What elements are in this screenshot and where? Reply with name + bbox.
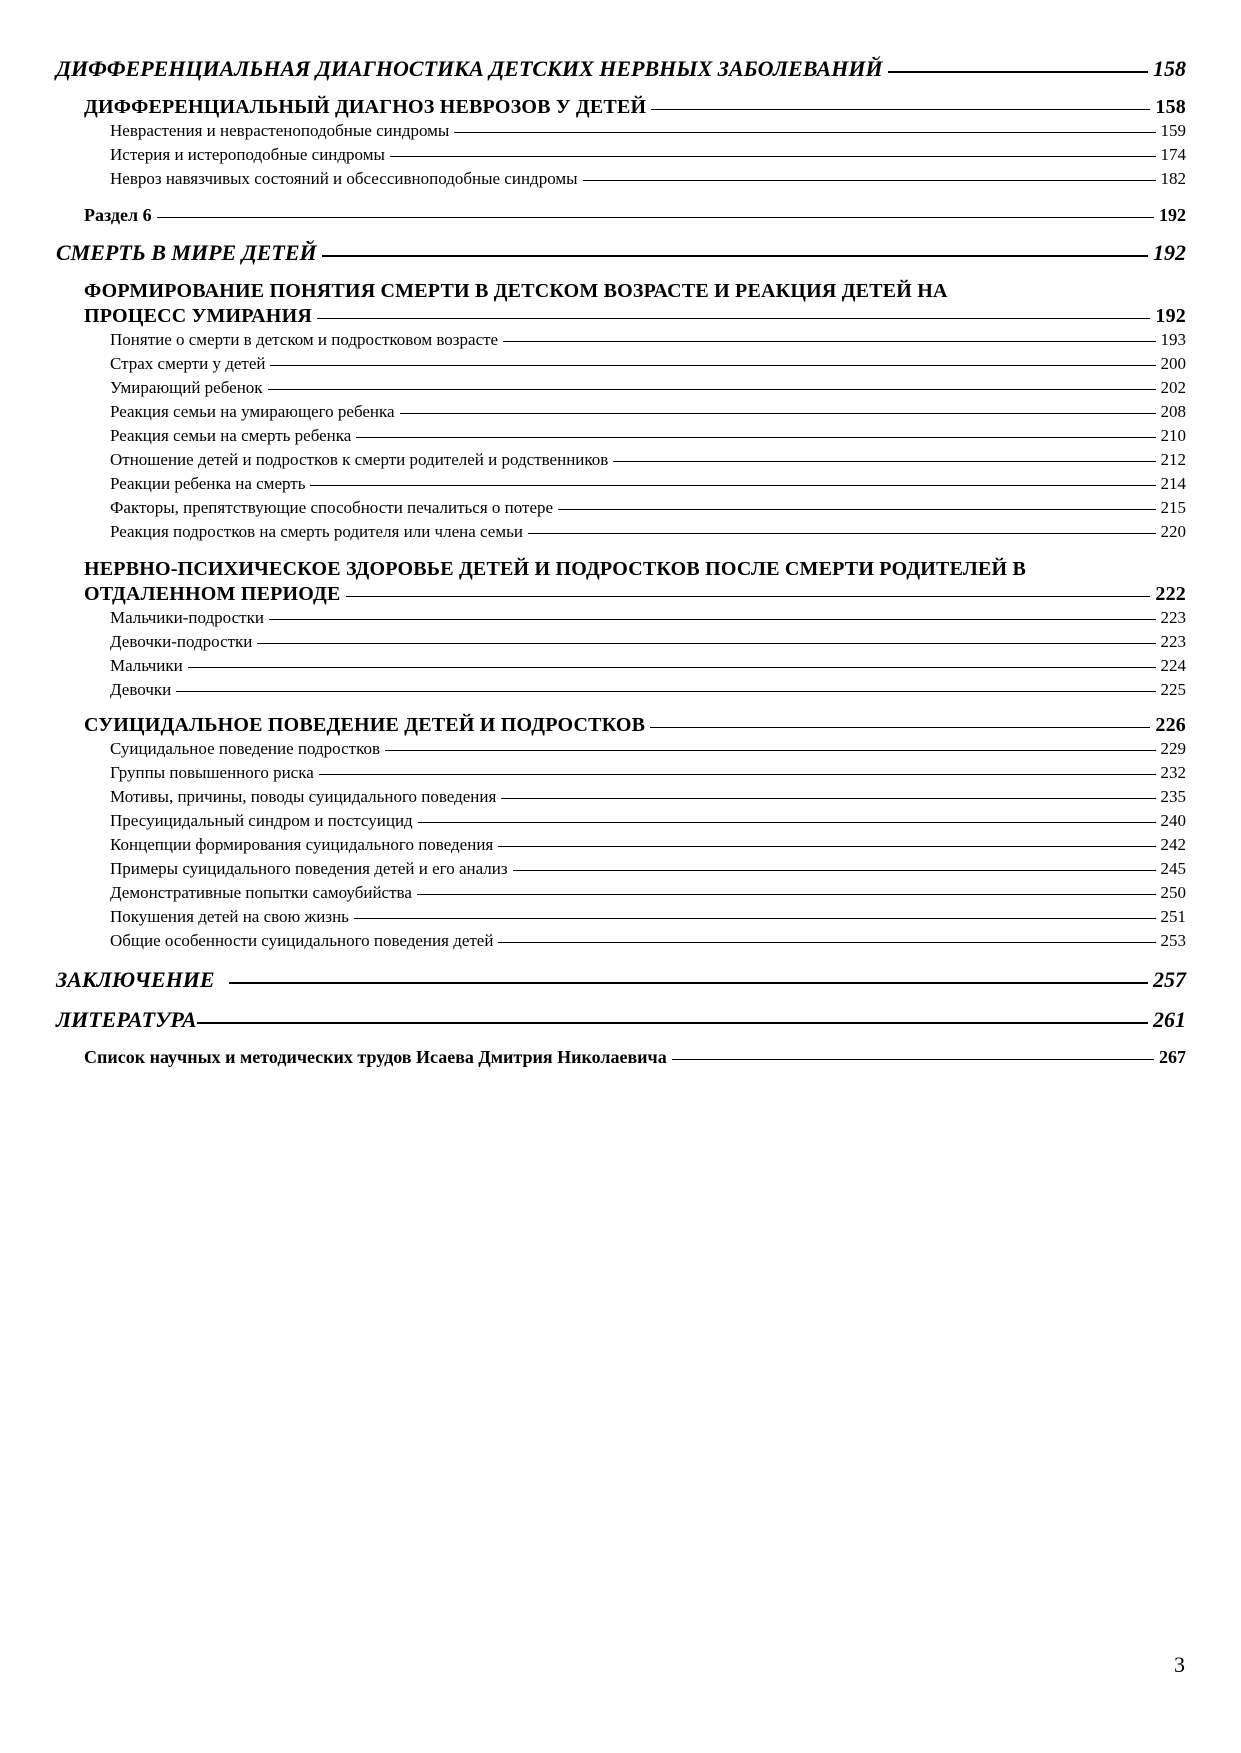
leader-line [498, 942, 1155, 943]
toc-item-page: 229 [1160, 739, 1186, 758]
toc-item[interactable] [56, 857, 1186, 881]
toc-entry-page: 192 [1155, 305, 1186, 327]
toc-item-page: 214 [1160, 474, 1186, 493]
leader-line [319, 774, 1156, 775]
toc-entry-page: 261 [1153, 1007, 1186, 1032]
toc-entry-mental-health[interactable] [56, 556, 1186, 606]
leader-line [417, 894, 1156, 895]
toc-item-title: Страх смерти у детей [110, 354, 266, 373]
leader-line [400, 413, 1156, 414]
toc-item-page: 215 [1160, 498, 1186, 517]
leader-line [270, 365, 1155, 366]
toc-item[interactable] [56, 496, 1186, 520]
toc-entry-page: 158 [1153, 56, 1186, 81]
toc-entry-differential-diagnostics[interactable] [56, 56, 1186, 82]
toc-entry-works-list[interactable] [56, 1047, 1186, 1068]
toc-item-title: Мотивы, причины, поводы суицидального поведения [110, 787, 497, 806]
leader-line [317, 318, 1150, 319]
toc-entry-conclusion[interactable] [56, 967, 1186, 993]
toc-item-page: 212 [1160, 450, 1186, 469]
toc-item-page: 208 [1160, 402, 1186, 421]
toc-entry-page: 226 [1155, 714, 1186, 736]
leader-line [346, 596, 1151, 597]
toc-item-title: Мальчики-подростки [110, 608, 264, 627]
leader-line [583, 180, 1156, 181]
toc-item[interactable] [56, 905, 1186, 929]
toc-item-title: Девочки [110, 680, 172, 699]
toc-item-page: 202 [1160, 378, 1186, 397]
toc-entry-razdel-6[interactable] [56, 205, 1186, 226]
leader-line [613, 461, 1155, 462]
toc-item[interactable] [56, 630, 1186, 654]
toc-entry-page: 222 [1155, 583, 1186, 605]
toc-item-title: Примеры суицидального поведения детей и его анализ [110, 859, 508, 878]
leader-line [229, 982, 1148, 984]
leader-line [310, 485, 1155, 486]
toc-item-page: 253 [1160, 931, 1186, 950]
toc-entry-title: Раздел 6 [84, 205, 152, 225]
page-number: 3 [1174, 1652, 1185, 1677]
leader-line [157, 217, 1154, 218]
toc-item[interactable] [56, 809, 1186, 833]
toc-item[interactable] [56, 833, 1186, 857]
toc-item[interactable] [56, 328, 1186, 352]
leader-line [257, 643, 1155, 644]
toc-item-page: 174 [1160, 145, 1186, 164]
toc-entry-suicidal-behavior[interactable] [56, 714, 1186, 737]
toc-item-page: 250 [1160, 883, 1186, 902]
toc-item[interactable] [56, 761, 1186, 785]
toc-item-page: 245 [1160, 859, 1186, 878]
leader-line [188, 667, 1156, 668]
leader-line [498, 846, 1155, 847]
toc-entry-title: СМЕРТЬ В МИРЕ ДЕТЕЙ [56, 240, 317, 265]
toc-item[interactable] [56, 352, 1186, 376]
toc-item[interactable] [56, 785, 1186, 809]
toc-item-title: Реакция семьи на смерть ребенка [110, 426, 352, 445]
toc-entry-title: ДИФФЕРЕНЦИАЛЬНАЯ ДИАГНОСТИКА ДЕТСКИХ НЕРВНЫХ ЗАБОЛЕВАНИЙ [56, 56, 883, 81]
toc-item[interactable] [56, 678, 1186, 702]
leader-line [354, 918, 1156, 919]
leader-line [888, 71, 1148, 73]
toc-entry-neuroses-diagnosis[interactable] [56, 96, 1186, 119]
toc-item-page: 223 [1160, 632, 1186, 651]
leader-line [176, 691, 1155, 692]
toc-entry-title: ЛИТЕРАТУРА [56, 1007, 197, 1032]
toc-item-title: Реакция семьи на умирающего ребенка [110, 402, 395, 421]
toc-entry-title: ЗАКЛЮЧЕНИЕ [56, 967, 215, 992]
toc-item-page: 235 [1160, 787, 1186, 806]
leader-line [558, 509, 1155, 510]
toc-item-page: 193 [1160, 330, 1186, 349]
toc-item-page: 223 [1160, 608, 1186, 627]
toc-entry-title: Список научных и методических трудов Исаева Дмитрия Николаевича [84, 1047, 667, 1067]
toc-item-title: Покушения детей на свою жизнь [110, 907, 349, 926]
toc-entry-page: 192 [1153, 240, 1186, 265]
toc-item[interactable] [56, 654, 1186, 678]
toc-item[interactable] [56, 448, 1186, 472]
toc-entry-title: ДИФФЕРЕНЦИАЛЬНЫЙ ДИАГНОЗ НЕВРОЗОВ У ДЕТЕЙ [84, 96, 647, 118]
toc-entry-death-in-children-world[interactable] [56, 240, 1186, 266]
toc-item[interactable] [56, 881, 1186, 905]
toc-item[interactable] [56, 376, 1186, 400]
toc-item-page: 200 [1160, 354, 1186, 373]
toc-entry-title-line1: ФОРМИРОВАНИЕ ПОНЯТИЯ СМЕРТИ В ДЕТСКОМ ВОЗРАСТЕ И РЕАКЦИЯ ДЕТЕЙ НА [84, 280, 948, 302]
toc-item-title: Умирающий ребенок [110, 378, 263, 397]
toc-entry-title-line2: ОТДАЛЕННОМ ПЕРИОДЕ [84, 583, 341, 605]
leader-line [418, 822, 1156, 823]
leader-line [501, 798, 1155, 799]
leader-line [503, 341, 1155, 342]
toc-item-title: Факторы, препятствующие способности печалиться о потере [110, 498, 554, 517]
toc-item-page: 210 [1160, 426, 1186, 445]
leader-line [651, 109, 1150, 110]
toc-entry-literature[interactable] [56, 1007, 1186, 1033]
leader-line [385, 750, 1156, 751]
toc-entry-page: 257 [1153, 967, 1186, 992]
leader-line [672, 1059, 1154, 1060]
leader-line [454, 132, 1155, 133]
toc-item-title: Суицидальное поведение подростков [110, 739, 380, 758]
toc-item-page: 224 [1160, 656, 1186, 675]
toc-entry-page: 267 [1159, 1047, 1186, 1067]
table-of-contents [56, 56, 1186, 1068]
leader-line [650, 727, 1150, 728]
toc-entry-title-line1: НЕРВНО-ПСИХИЧЕСКОЕ ЗДОРОВЬЕ ДЕТЕЙ И ПОДРОСТКОВ ПОСЛЕ СМЕРТИ РОДИТЕЛЕЙ В [84, 558, 1027, 580]
toc-item-title: Демонстративные попытки самоубийства [110, 883, 412, 902]
leader-line [322, 255, 1148, 257]
toc-item-page: 225 [1160, 680, 1186, 699]
toc-item-title: Истерия и истероподобные синдромы [110, 145, 385, 164]
toc-item-title: Концепции формирования суицидального поведения [110, 835, 494, 854]
toc-entry-page: 192 [1159, 205, 1186, 225]
toc-entry-death-concept[interactable] [56, 278, 1186, 328]
toc-item-title: Невроз навязчивых состояний и обсессивноподобные синдромы [110, 169, 578, 188]
toc-item[interactable] [56, 737, 1186, 761]
toc-item-title: Отношение детей и подростков к смерти родителей и родственников [110, 450, 609, 469]
toc-item-title: Пресуицидальный синдром и постсуицид [110, 811, 413, 830]
toc-item-page: 182 [1160, 169, 1186, 188]
toc-item-title: Неврастения и неврастеноподобные синдромы [110, 121, 450, 140]
toc-item-title: Реакции ребенка на смерть [110, 474, 306, 493]
toc-item-page: 159 [1160, 121, 1186, 140]
toc-item[interactable] [56, 119, 1186, 143]
toc-entry-title: СУИЦИДАЛЬНОЕ ПОВЕДЕНИЕ ДЕТЕЙ И ПОДРОСТКОВ [84, 714, 646, 736]
toc-item[interactable] [56, 606, 1186, 630]
toc-entry-title-line2: ПРОЦЕСС УМИРАНИЯ [84, 305, 312, 327]
toc-item[interactable] [56, 167, 1186, 191]
leader-line [528, 533, 1156, 534]
toc-item-page: 232 [1160, 763, 1186, 782]
leader-line [390, 156, 1156, 157]
leader-line [356, 437, 1155, 438]
toc-item[interactable] [56, 143, 1186, 167]
leader-line [269, 619, 1156, 620]
toc-item-title: Понятие о смерти в детском и подростковом возрасте [110, 330, 499, 349]
toc-item-page: 240 [1160, 811, 1186, 830]
toc-item-title: Реакция подростков на смерть родителя или члена семьи [110, 522, 523, 541]
toc-item-page: 220 [1160, 522, 1186, 541]
toc-item[interactable] [56, 472, 1186, 496]
toc-item-page: 242 [1160, 835, 1186, 854]
leader-line [197, 1022, 1148, 1024]
toc-item-page: 251 [1160, 907, 1186, 926]
toc-item-title: Девочки-подростки [110, 632, 253, 651]
toc-item[interactable] [56, 400, 1186, 424]
leader-line [268, 389, 1156, 390]
toc-item[interactable] [56, 929, 1186, 953]
toc-item-title: Мальчики [110, 656, 183, 675]
leader-line [513, 870, 1156, 871]
toc-item[interactable] [56, 424, 1186, 448]
toc-item[interactable] [56, 520, 1186, 544]
toc-item-title: Группы повышенного риска [110, 763, 314, 782]
toc-item-title: Общие особенности суицидального поведения детей [110, 931, 494, 950]
toc-entry-page: 158 [1155, 96, 1186, 118]
